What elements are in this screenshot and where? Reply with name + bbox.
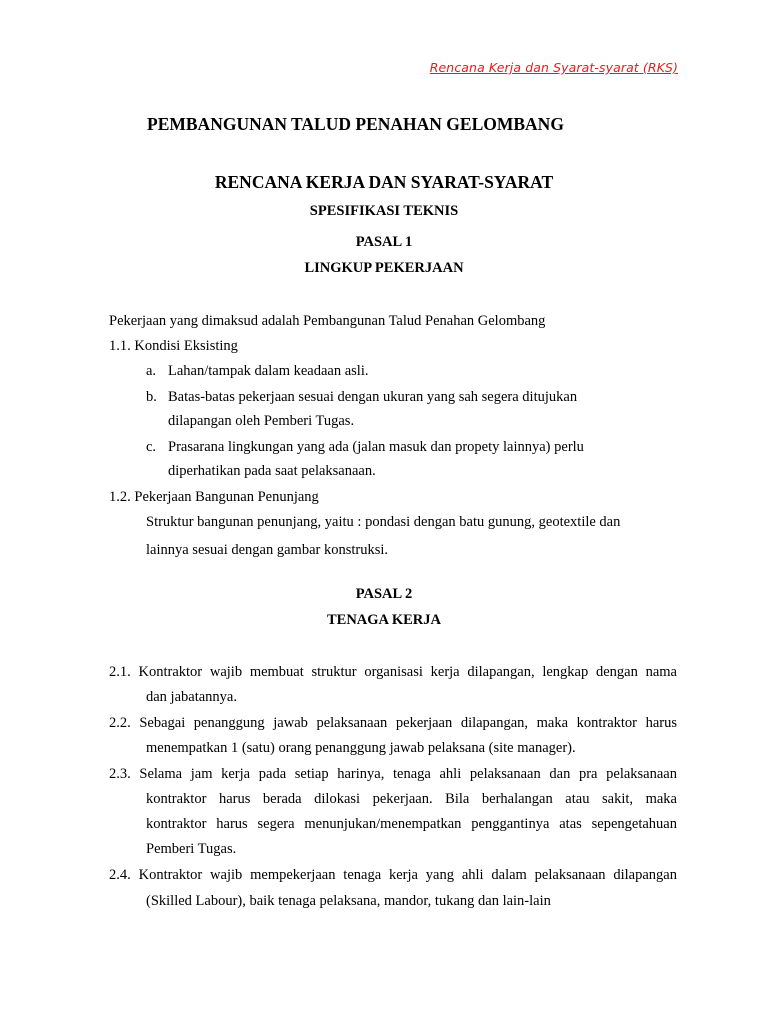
- clause-2-4-cont: (Skilled Labour), baik tenaga pelaksana, mandor, tukang dan lain-lain: [146, 893, 551, 909]
- pasal-2-heading: PASAL 2: [355, 586, 413, 602]
- running-header: Rencana Kerja dan Syarat-syarat (RKS): [429, 60, 678, 75]
- list-item-b-marker: b.: [146, 389, 157, 405]
- list-item-c-text-cont: diperhatikan pada saat pelaksanaan.: [168, 463, 376, 479]
- clause-2-3: 2.3. Selama jam kerja pada setiap harinya, tenaga ahli pelaksanaan dan pra pelaksanaan: [109, 766, 677, 782]
- section-1-2-text: Struktur bangunan penunjang, yaitu : pondasi dengan batu gunung, geotextile dan: [146, 514, 621, 530]
- list-item-c-text: Prasarana lingkungan yang ada (jalan masuk dan propety lainnya) perlu: [168, 439, 584, 455]
- clause-2-1-cont: dan jabatannya.: [146, 689, 237, 705]
- clause-2-3-cont-2: kontraktor harus segera menunjukan/menempatkan penggantinya atas sepengetahuan: [146, 816, 677, 832]
- pasal-1-heading: PASAL 1: [355, 234, 413, 250]
- section-1-2-text-cont: lainnya sesuai dengan gambar konstruksi.: [146, 542, 389, 558]
- clause-2-3-cont-1: kontraktor harus berada dilokasi pekerjaan. Bila berhalangan atau sakit, maka: [146, 791, 677, 807]
- project-title: PEMBANGUNAN TALUD PENAHAN GELOMBANG: [147, 114, 564, 134]
- document-title: RENCANA KERJA DAN SYARAT-SYARAT: [214, 172, 554, 192]
- clause-2-4: 2.4. Kontraktor wajib mempekerjaan tenaga kerja yang ahli dalam pelaksanaan dilapangan: [109, 867, 677, 883]
- list-item-b-text: Batas-batas pekerjaan sesuai dengan ukuran yang sah segera ditujukan: [168, 389, 578, 405]
- pasal-1-intro: Pekerjaan yang dimaksud adalah Pembangunan Talud Penahan Gelombang: [109, 313, 546, 329]
- clause-2-2-cont: menempatkan 1 (satu) orang penanggung jawab pelaksana (site manager).: [146, 740, 576, 756]
- section-1-1-title: 1.1. Kondisi Eksisting: [109, 338, 238, 354]
- pasal-1-name: LINGKUP PEKERJAAN: [304, 260, 464, 276]
- pasal-2-name: TENAGA KERJA: [326, 612, 441, 628]
- list-item-c-marker: c.: [146, 439, 157, 455]
- clause-2-3-cont-3: Pemberi Tugas.: [146, 841, 237, 857]
- section-1-2-title: 1.2. Pekerjaan Bangunan Penunjang: [109, 489, 319, 505]
- list-item-b-text-cont: dilapangan oleh Pemberi Tugas.: [168, 413, 355, 429]
- list-item-a-text: Lahan/tampak dalam keadaan asli.: [168, 363, 369, 379]
- clause-2-2: 2.2. Sebagai penanggung jawab pelaksanaan pekerjaan dilapangan, maka kontraktor harus: [109, 715, 677, 731]
- clause-2-1: 2.1. Kontraktor wajib membuat struktur organisasi kerja dilapangan, lengkap dengan nama: [109, 664, 677, 680]
- list-item-a-marker: a.: [146, 363, 157, 379]
- document-subtitle: SPESIFIKASI TEKNIS: [309, 203, 459, 219]
